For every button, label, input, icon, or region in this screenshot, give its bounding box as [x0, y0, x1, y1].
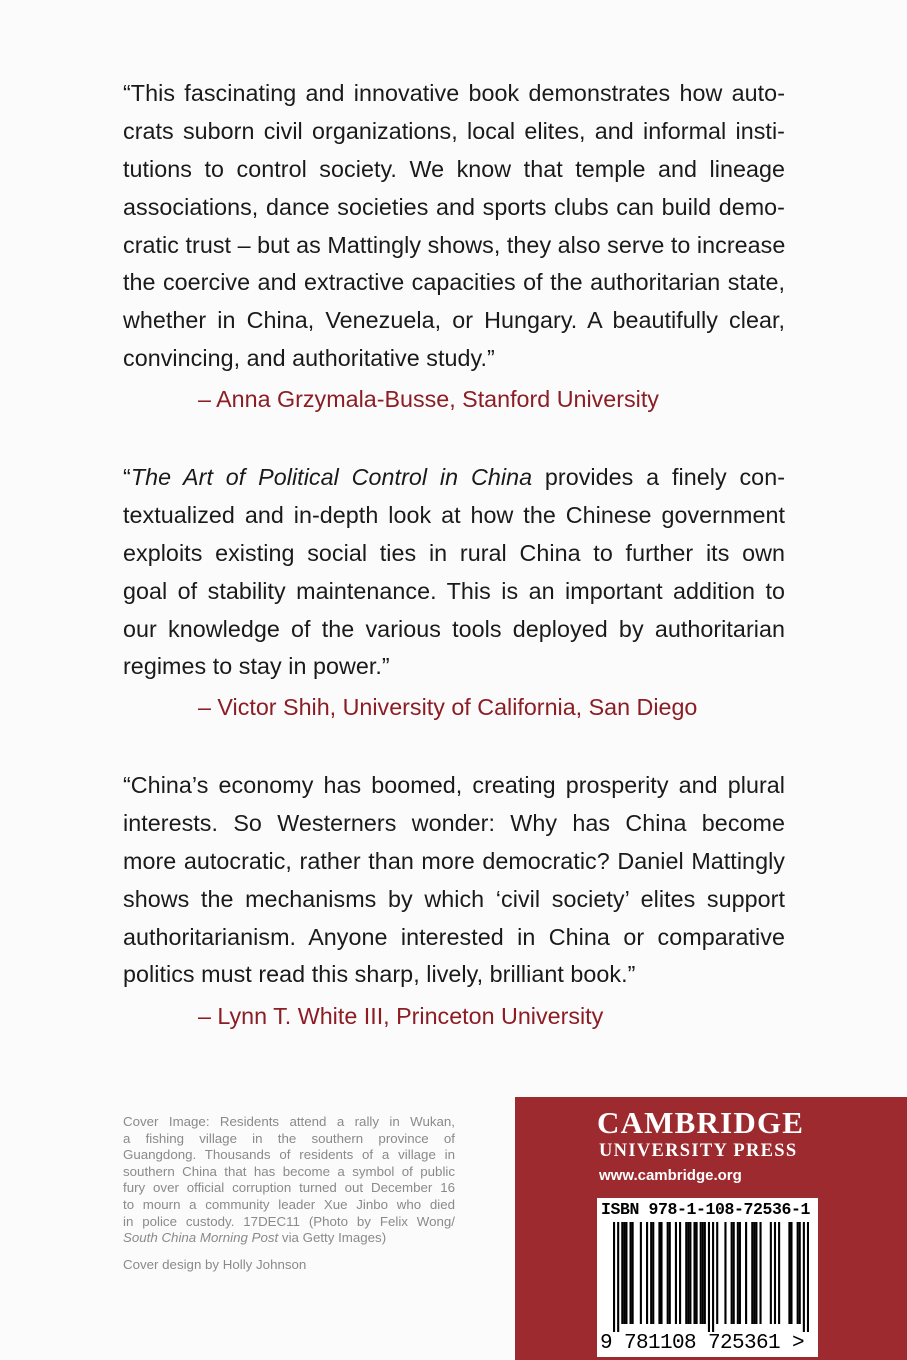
barcode-bar: [751, 1222, 753, 1324]
review-line: goal of stability maintenance. This is an important addition to: [123, 577, 785, 604]
cover-design-credit: Cover design by Holly Johnson: [123, 1257, 307, 1272]
barcode-bar: [623, 1222, 625, 1324]
credit-line: southern China that has become a symbol of public: [123, 1163, 455, 1179]
newspaper-name: South China Morning Post: [123, 1230, 279, 1246]
review-line: interests. So Westerners wonder: Why has China become: [123, 809, 785, 836]
barcode-bar: [685, 1222, 687, 1324]
barcode-bar: [755, 1222, 757, 1324]
cover-image-credit: [123, 1114, 455, 1247]
barcode-bar: [737, 1222, 739, 1324]
review-line: crats suborn civil organizations, local elites, and informal insti-: [123, 117, 785, 144]
publisher-logo-subname: UNIVERSITY PRESS: [599, 1141, 798, 1161]
barcode: [613, 1222, 809, 1332]
barcode-bar: [759, 1222, 761, 1324]
barcode-bar: [640, 1222, 642, 1324]
review-line: whether in China, Venezuela, or Hungary. A beautifully clear,: [123, 307, 785, 334]
credit-line: in police custody. 17DEC11 (Photo by Felix Wong/: [123, 1213, 455, 1229]
barcode-bar: [790, 1222, 792, 1324]
barcode-bar: [702, 1222, 704, 1324]
barcode-bar: [753, 1222, 755, 1324]
barcode-bar: [632, 1222, 634, 1324]
review-line: convincing, and authoritative study.”: [123, 345, 495, 372]
barcode-bar: [778, 1222, 780, 1324]
review-2-attribution: – Victor Shih, University of California, San Diego: [198, 694, 698, 720]
barcode-bar: [708, 1222, 710, 1332]
publisher-logo-name: CAMBRIDGE: [597, 1105, 805, 1140]
review-line: shows the mechanisms by which ‘civil society’ elites support: [123, 885, 785, 912]
barcode-bar: [704, 1222, 706, 1324]
barcode-bar: [660, 1222, 662, 1324]
barcode-bar: [716, 1222, 718, 1324]
barcode-bar: [658, 1222, 660, 1324]
review-line: more autocratic, rather than more democratic? Daniel Mattingly: [123, 847, 785, 874]
barcode-bar: [797, 1222, 799, 1324]
barcode-bar: [731, 1222, 733, 1324]
review-line: regimes to stay in power.”: [123, 653, 390, 680]
publisher-url: www.cambridge.org: [599, 1167, 742, 1184]
credit-line-last: [123, 1230, 455, 1247]
barcode-bar: [807, 1222, 809, 1332]
review-line-rest: provides a finely con-: [532, 464, 786, 490]
barcode-bar: [739, 1222, 741, 1324]
review-1-attribution: – Anna Grzymala-Busse, Stanford University: [198, 386, 659, 412]
review-line: the coercive and extractive capacities of the authoritarian state,: [123, 269, 785, 296]
review-line: “This fascinating and innovative book demonstrates how auto-: [123, 80, 785, 106]
review-line: our knowledge of the various tools deployed by authoritarian: [123, 615, 785, 642]
review-line: “China’s economy has boomed, creating prosperity and plural: [123, 772, 785, 798]
barcode-bar: [733, 1222, 735, 1324]
open-quote: “: [123, 464, 131, 490]
review-2-text: [123, 459, 785, 686]
barcode-bar: [650, 1222, 652, 1324]
barcode-bar: [652, 1222, 654, 1324]
review-line: textualized and in-depth look at how the Chinese government: [123, 501, 785, 528]
review-line: associations, dance societies and sports clubs can build demo-: [123, 193, 785, 220]
barcode-bar: [621, 1222, 623, 1324]
barcode-bar: [788, 1222, 790, 1324]
barcode-bar: [630, 1222, 632, 1324]
barcode-digits: 9 781108 725361 >: [600, 1332, 805, 1355]
barcode-bar: [687, 1222, 689, 1324]
barcode-bar: [675, 1222, 677, 1324]
review-3-attribution: – Lynn T. White III, Princeton University: [198, 1003, 604, 1029]
review-line: authoritarianism. Anyone interested in China or comparative: [123, 923, 785, 950]
isbn-label: ISBN 978-1-108-72536-1: [601, 1200, 811, 1219]
barcode-bar: [724, 1222, 726, 1324]
credit-line: Guangdong. Thousands of residents of a village in: [123, 1147, 455, 1163]
review-line: exploits existing social ties in rural China to further its own: [123, 539, 785, 566]
credit-line-rest: via Getty Images): [278, 1230, 387, 1246]
review-line-first: [123, 459, 785, 497]
barcode-bar: [803, 1222, 805, 1332]
review-line: politics must read this sharp, lively, brilliant book.”: [123, 961, 636, 988]
credit-line: Cover Image: Residents attend a rally in Wukan,: [123, 1114, 455, 1129]
credit-line: fury over official corruption turned out December 16: [123, 1180, 455, 1196]
review-line: tutions to control society. We know that temple and lineage: [123, 155, 785, 182]
barcode-bar: [625, 1222, 627, 1324]
barcode-bar: [712, 1222, 714, 1332]
book-title: The Art of Political Control in China: [130, 464, 533, 490]
barcode-bar: [667, 1222, 669, 1324]
barcode-bar: [745, 1222, 747, 1324]
barcode-bar: [646, 1222, 648, 1324]
barcode-bar: [693, 1222, 695, 1324]
review-3-text: [123, 767, 785, 994]
barcode-bar: [774, 1222, 776, 1324]
barcode-panel: [597, 1198, 818, 1357]
credit-line: a fishing village in the southern province of: [123, 1130, 455, 1146]
credit-line: to mourn a community leader Xue Jinbo who died: [123, 1196, 455, 1212]
barcode-bar: [700, 1222, 702, 1324]
barcode-bar: [613, 1222, 615, 1332]
barcode-bar: [696, 1222, 698, 1324]
barcode-bar: [689, 1222, 691, 1324]
barcode-bar: [669, 1222, 671, 1324]
barcode-bar: [770, 1222, 772, 1324]
barcode-bar: [799, 1222, 801, 1324]
review-1-text: [123, 75, 785, 378]
review-line: cratic trust – but as Mattingly shows, they also serve to increase: [123, 231, 786, 258]
publisher-block: [515, 1097, 907, 1360]
barcode-bar: [617, 1222, 619, 1332]
barcode-bar: [679, 1222, 681, 1324]
